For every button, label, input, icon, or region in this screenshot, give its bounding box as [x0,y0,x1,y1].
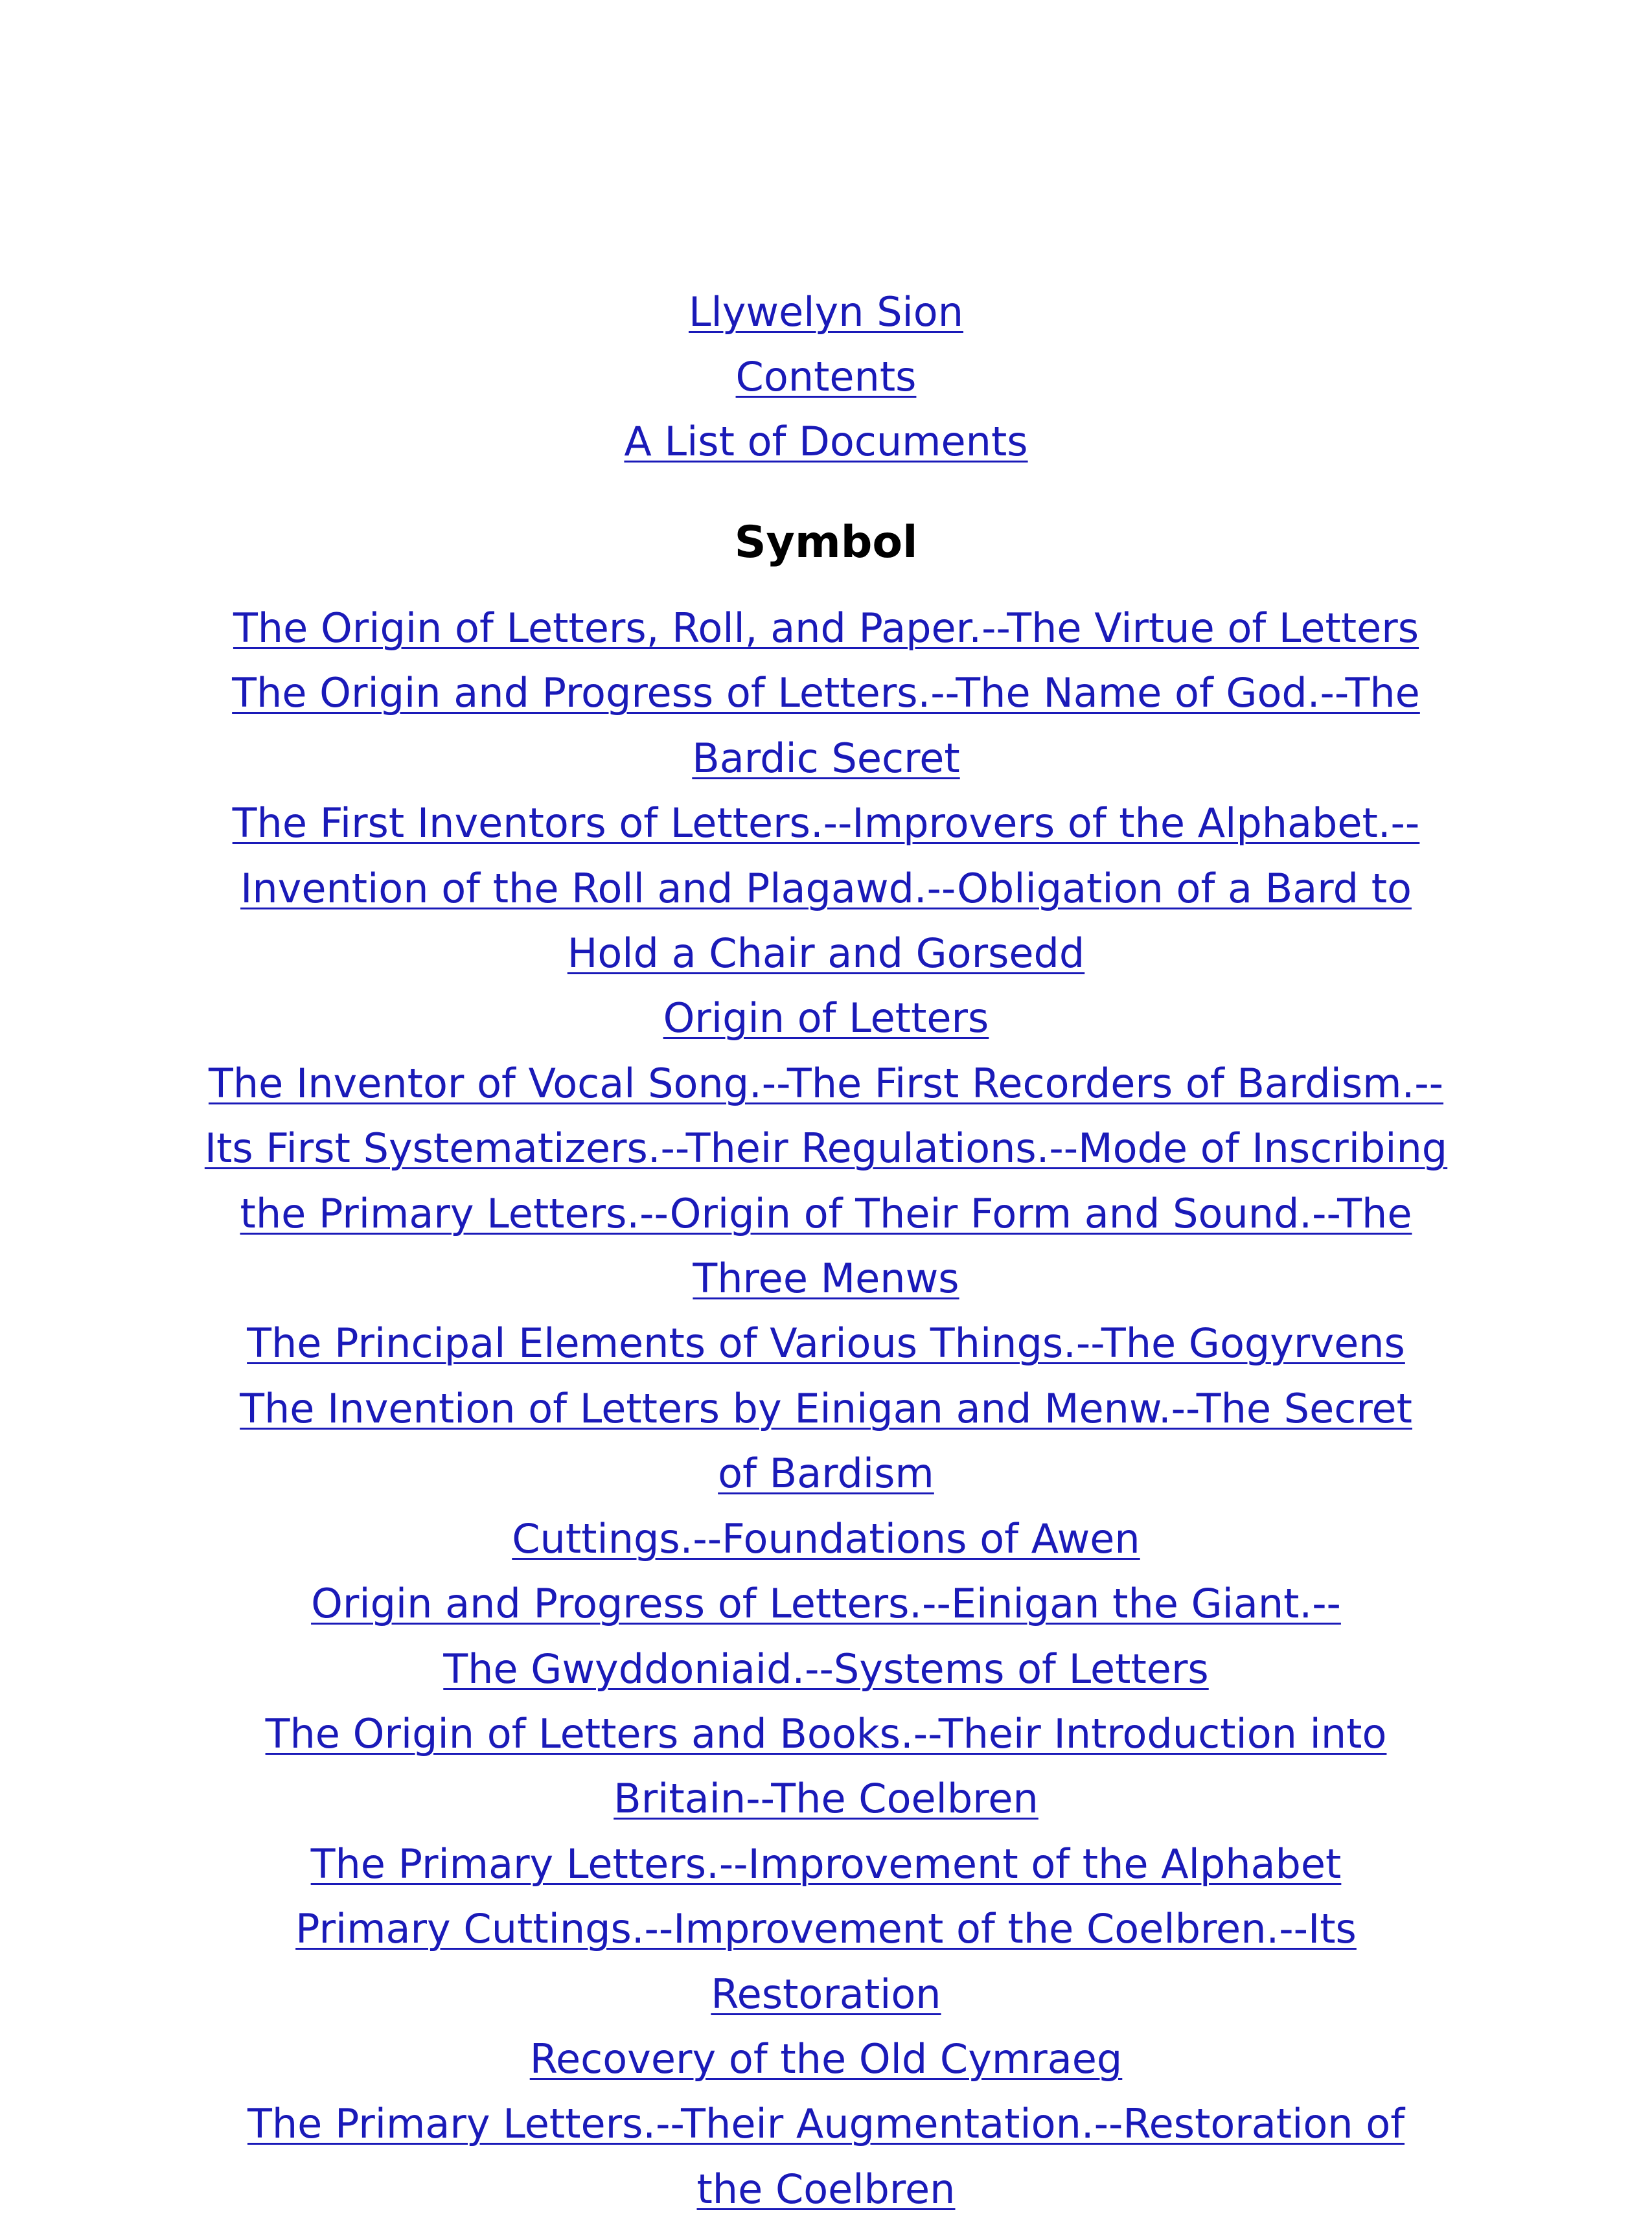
nav-line [194,415,1458,479]
nav-link-list-of-documents[interactable]: A List of Documents [624,418,1028,465]
section-title: Symbol [734,517,918,568]
nav-link-llywelyn-sion[interactable]: Llywelyn Sion [688,288,964,336]
toc-entry [194,2097,1458,2227]
toc-link[interactable]: Primary Cuttings.--Improvement of the Coelbren.--Its Restoration [295,1905,1357,2018]
nav-line [194,285,1458,350]
toc-link[interactable]: Cuttings.--Foundations of Awen [512,1514,1140,1562]
toc-link[interactable]: The Primary Letters.--Their Augmentation.--Restoration of the Coelbren [247,2100,1405,2213]
toc-entry [194,1512,1458,1577]
nav-line [194,350,1458,415]
toc-link[interactable]: The Principal Elements of Various Things.--The Gogyrvens [247,1319,1405,1367]
toc-entry [194,1316,1458,1381]
table-of-contents [194,601,1458,2227]
toc-link[interactable]: Origin of Letters [663,994,989,1042]
toc-entry [194,991,1458,1056]
toc-link[interactable]: The Origin and Progress of Letters.--The Name of God.--The Bardic Secret [232,669,1420,782]
toc-link[interactable]: The Origin of Letters and Books.--Their Introduction into Britain--The Coelbren [265,1709,1387,1823]
toc-entry [194,1902,1458,2032]
toc-link[interactable]: The Origin of Letters, Roll, and Paper.--The Virtue of Letters [233,604,1419,652]
toc-entry [194,1837,1458,1902]
toc-link[interactable]: Recovery of the Old Cymraeg [529,2035,1123,2083]
toc-entry [194,1577,1458,1707]
toc-link[interactable]: The First Inventors of Letters.--Improvers of the Alphabet.--Invention of the Roll and Plagawd.--Obligation of a Bard to Hold a Chair and Gorsedd [232,799,1420,977]
toc-entry [194,1382,1458,1512]
toc-entry [194,1056,1458,1317]
toc-entry [194,666,1458,796]
document-page [194,285,1458,2227]
top-navigation [194,285,1458,479]
toc-entry [194,1707,1458,1837]
toc-link[interactable]: The Primary Letters.--Improvement of the Alphabet [310,1840,1342,1888]
nav-link-contents[interactable]: Contents [735,353,917,400]
toc-link[interactable]: The Inventor of Vocal Song.--The First Recorders of Bardism.--Its First Systematizers.--Their Regulations.--Mode of Inscribing the Primary Letters.--Origin of Their Form and Sound.--The Three Menws [204,1059,1448,1303]
toc-link[interactable]: Origin and Progress of Letters.--Einigan the Giant.--The Gwyddoniaid.--Systems of Letters [311,1580,1341,1693]
toc-entry [194,796,1458,991]
toc-entry [194,601,1458,666]
toc-entry [194,2032,1458,2097]
toc-link[interactable]: The Invention of Letters by Einigan and Menw.--The Secret of Bardism [240,1384,1412,1498]
